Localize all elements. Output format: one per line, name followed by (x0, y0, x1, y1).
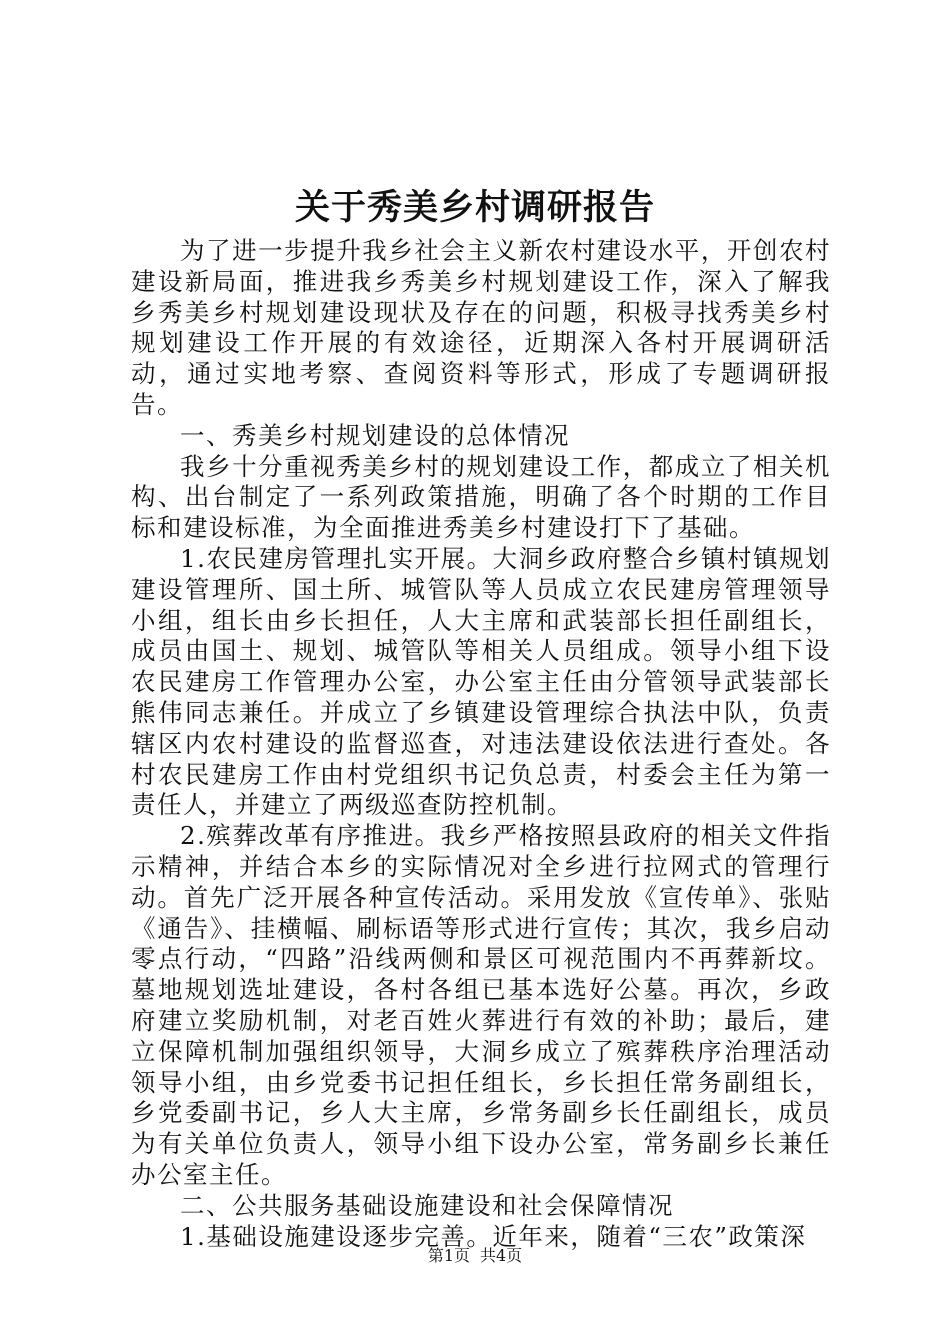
paragraph-housing-management: 1.农民建房管理扎实开展。大洞乡政府整合乡镇村镇规划建设管理所、国土所、城管队等人员成立农民建房管理领导小组，组长由乡长担任，人大主席和武装部长担任副组长，成员由国土、规划、城管队等相关人员组成。领导小组下设农民建房工作管理办公室，办公室主任由分管领导武装部长熊伟同志兼任。并成立了乡镇建设管理综合执法中队，负责辖区内农村建设的监督巡查，对违法建设依法进行查处。各村农民建房工作由村党组织书记负总责，村委会主任为第一责任人，并建立了两级巡查防控机制。 (131, 543, 831, 820)
page-footer (0, 1245, 950, 1267)
document-title: 关于秀美乡村调研报告 (294, 188, 655, 228)
page-number: 第1页 (427, 1246, 470, 1265)
paragraph-infrastructure: 1.基础设施建设逐步完善。近年来，随着“三农”政策深 (180, 1221, 807, 1251)
document-body (131, 236, 831, 1252)
section-heading-1: 一、秀美乡村规划建设的总体情况 (180, 420, 570, 450)
page-total: 共4页 (480, 1246, 523, 1265)
section-heading-2: 二、公共服务基础设施建设和社会保障情况 (180, 1190, 674, 1220)
paragraph-overview: 我乡十分重视秀美乡村的规划建设工作，都成立了相关机构、出台制定了一系列政策措施，明确了各个时期的工作目标和建设标准，为全面推进秀美乡村建设打下了基础。 (131, 451, 831, 543)
paragraph-intro: 为了进一步提升我乡社会主义新农村建设水平，开创农村建设新局面，推进我乡秀美乡村规划建设工作，深入了解我乡秀美乡村规划建设现状及存在的问题，积极寻找秀美乡村规划建设工作开展的有效途径，近期深入各村开展调研活动，通过实地考察、查阅资料等形式，形成了专题调研报告。 (131, 236, 831, 419)
paragraph-funeral-reform: 2.殡葬改革有序推进。我乡严格按照县政府的相关文件指示精神，并结合本乡的实际情况对全乡进行拉网式的管理行动。首先广泛开展各种宣传活动。采用发放《宣传单》、张贴《通告》、挂横幅、刷标语等形式进行宣传；其次，我乡启动零点行动，“四路”沿线两侧和景区可视范围内不再葬新坟。墓地规划选址建设，各村各组已基本选好公墓。再次，乡政府建立奖励机制，对老百姓火葬进行有效的补助；最后，建立保障机制加强组织领导，大洞乡成立了殡葬秩序治理活动领导小组，由乡党委书记担任组长，乡长担任常务副组长，乡党委副书记，乡人大主席，乡常务副乡长任副组长，成员为有关单位负责人，领导小组下设办公室，常务副乡长兼任办公室主任。 (131, 821, 831, 1189)
